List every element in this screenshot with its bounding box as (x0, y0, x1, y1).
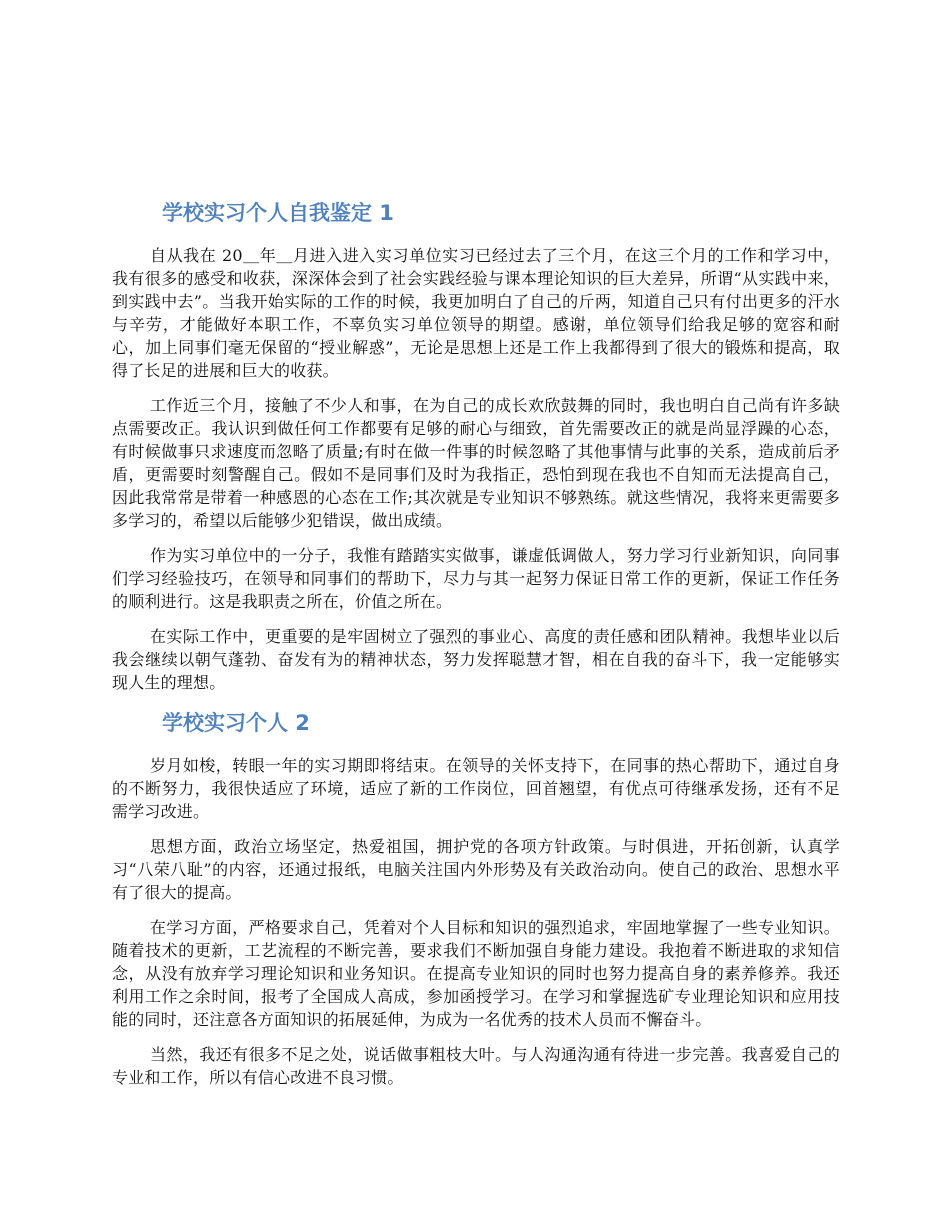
document-page (112, 196, 840, 1101)
paragraph: 在学习方面，严格要求自己，凭着对个人目标和知识的强烈追求，牢固地掌握了一些专业知识。随着技术的更新，工艺流程的不断完善，要求我们不断加强自身能力建设。我抱着不断进取的求知信念，从没有放弃学习理论知识和业务知识。在提高专业知识的同时也努力提高自身的素养修养。我还利用工作之余时间，报考了全国成人高成，参加函授学习。在学习和掌握选矿专业理论知识和应用技能的同时，还注意各方面知识的拓展延伸，为成为一名优秀的技术人员而不懈奋斗。 (112, 918, 840, 1029)
section-heading: 学校实习个人自我鉴定 1 (162, 201, 394, 225)
paragraph: 工作近三个月，接触了不少人和事，在为自己的成长欢欣鼓舞的同时，我也明白自己尚有许多缺点需要改正。我认识到做任何工作都要有足够的耐心与细致，首先需要改正的就是尚显浮躁的心态，有时候做事只求速度而忽略了质量;有时在做一件事的时候忽略了其他事情与此事的关系，造成前后矛盾，更需要时刻警醒自己。假如不是同事们及时为我指正，恐怕到现在我也不自知而无法提高自己，因此我常常是带着一种感恩的心态在工作;其次就是专业知识不够熟练。就这些情况，我将来更需要多多学习的，希望以后能够少犯错误，做出成绩。 (112, 396, 840, 530)
section-heading: 学校实习个人 2 (162, 711, 310, 735)
paragraph: 自从我在 20＿年＿月进入进入实习单位实习已经过去了三个月，在这三个月的工作和学习中，我有很多的感受和收获，深深体会到了社会实践经验与课本理论知识的巨大差异，所谓“从实践中来，到实践中去”。当我开始实际的工作的时候，我更加明白了自己的斤两，知道自己只有付出更多的汗水与辛劳，才能做好本职工作，不辜负实习单位领导的期望。感谢，单位领导们给我足够的宽容和耐心，加上同事们毫无保留的“授业解惑”，无论是思想上还是工作上我都得到了很大的锻炼和提高，取得了长足的进展和巨大的收获。 (112, 246, 840, 380)
paragraph: 在实际工作中，更重要的是牢固树立了强烈的事业心、高度的责任感和团队精神。我想毕业以后我会继续以朝气蓬勃、奋发有为的精神状态，努力发挥聪慧才智，相在自我的奋斗下，我一定能够实现人生的理想。 (112, 627, 840, 692)
section-2 (112, 706, 840, 1089)
section-1 (112, 196, 840, 694)
paragraph: 思想方面，政治立场坚定，热爱祖国，拥护党的各项方针政策。与时俱进，开拓创新，认真学习“八荣八耻”的内容，还通过报纸，电脑关注国内外形势及有关政治动向。使自己的政治、思想水平有了很大的提高。 (112, 837, 840, 902)
paragraph: 作为实习单位中的一分子，我惟有踏踏实实做事，谦虚低调做人，努力学习行业新知识，向同事们学习经验技巧，在领导和同事们的帮助下，尽力与其一起努力保证日常工作的更新，保证工作任务的顺利进行。这是我职责之所在，价值之所在。 (112, 546, 840, 611)
paragraph: 岁月如梭，转眼一年的实习期即将结束。在领导的关怀支持下，在同事的热心帮助下，通过自身的不断努力，我很快适应了环境，适应了新的工作岗位，回首翘望，有优点可待继承发扬，还有不足需学习改进。 (112, 756, 840, 821)
paragraph: 当然，我还有很多不足之处，说话做事粗枝大叶。与人沟通沟通有待进一步完善。我喜爱自己的专业和工作，所以有信心改进不良习惯。 (112, 1045, 840, 1087)
